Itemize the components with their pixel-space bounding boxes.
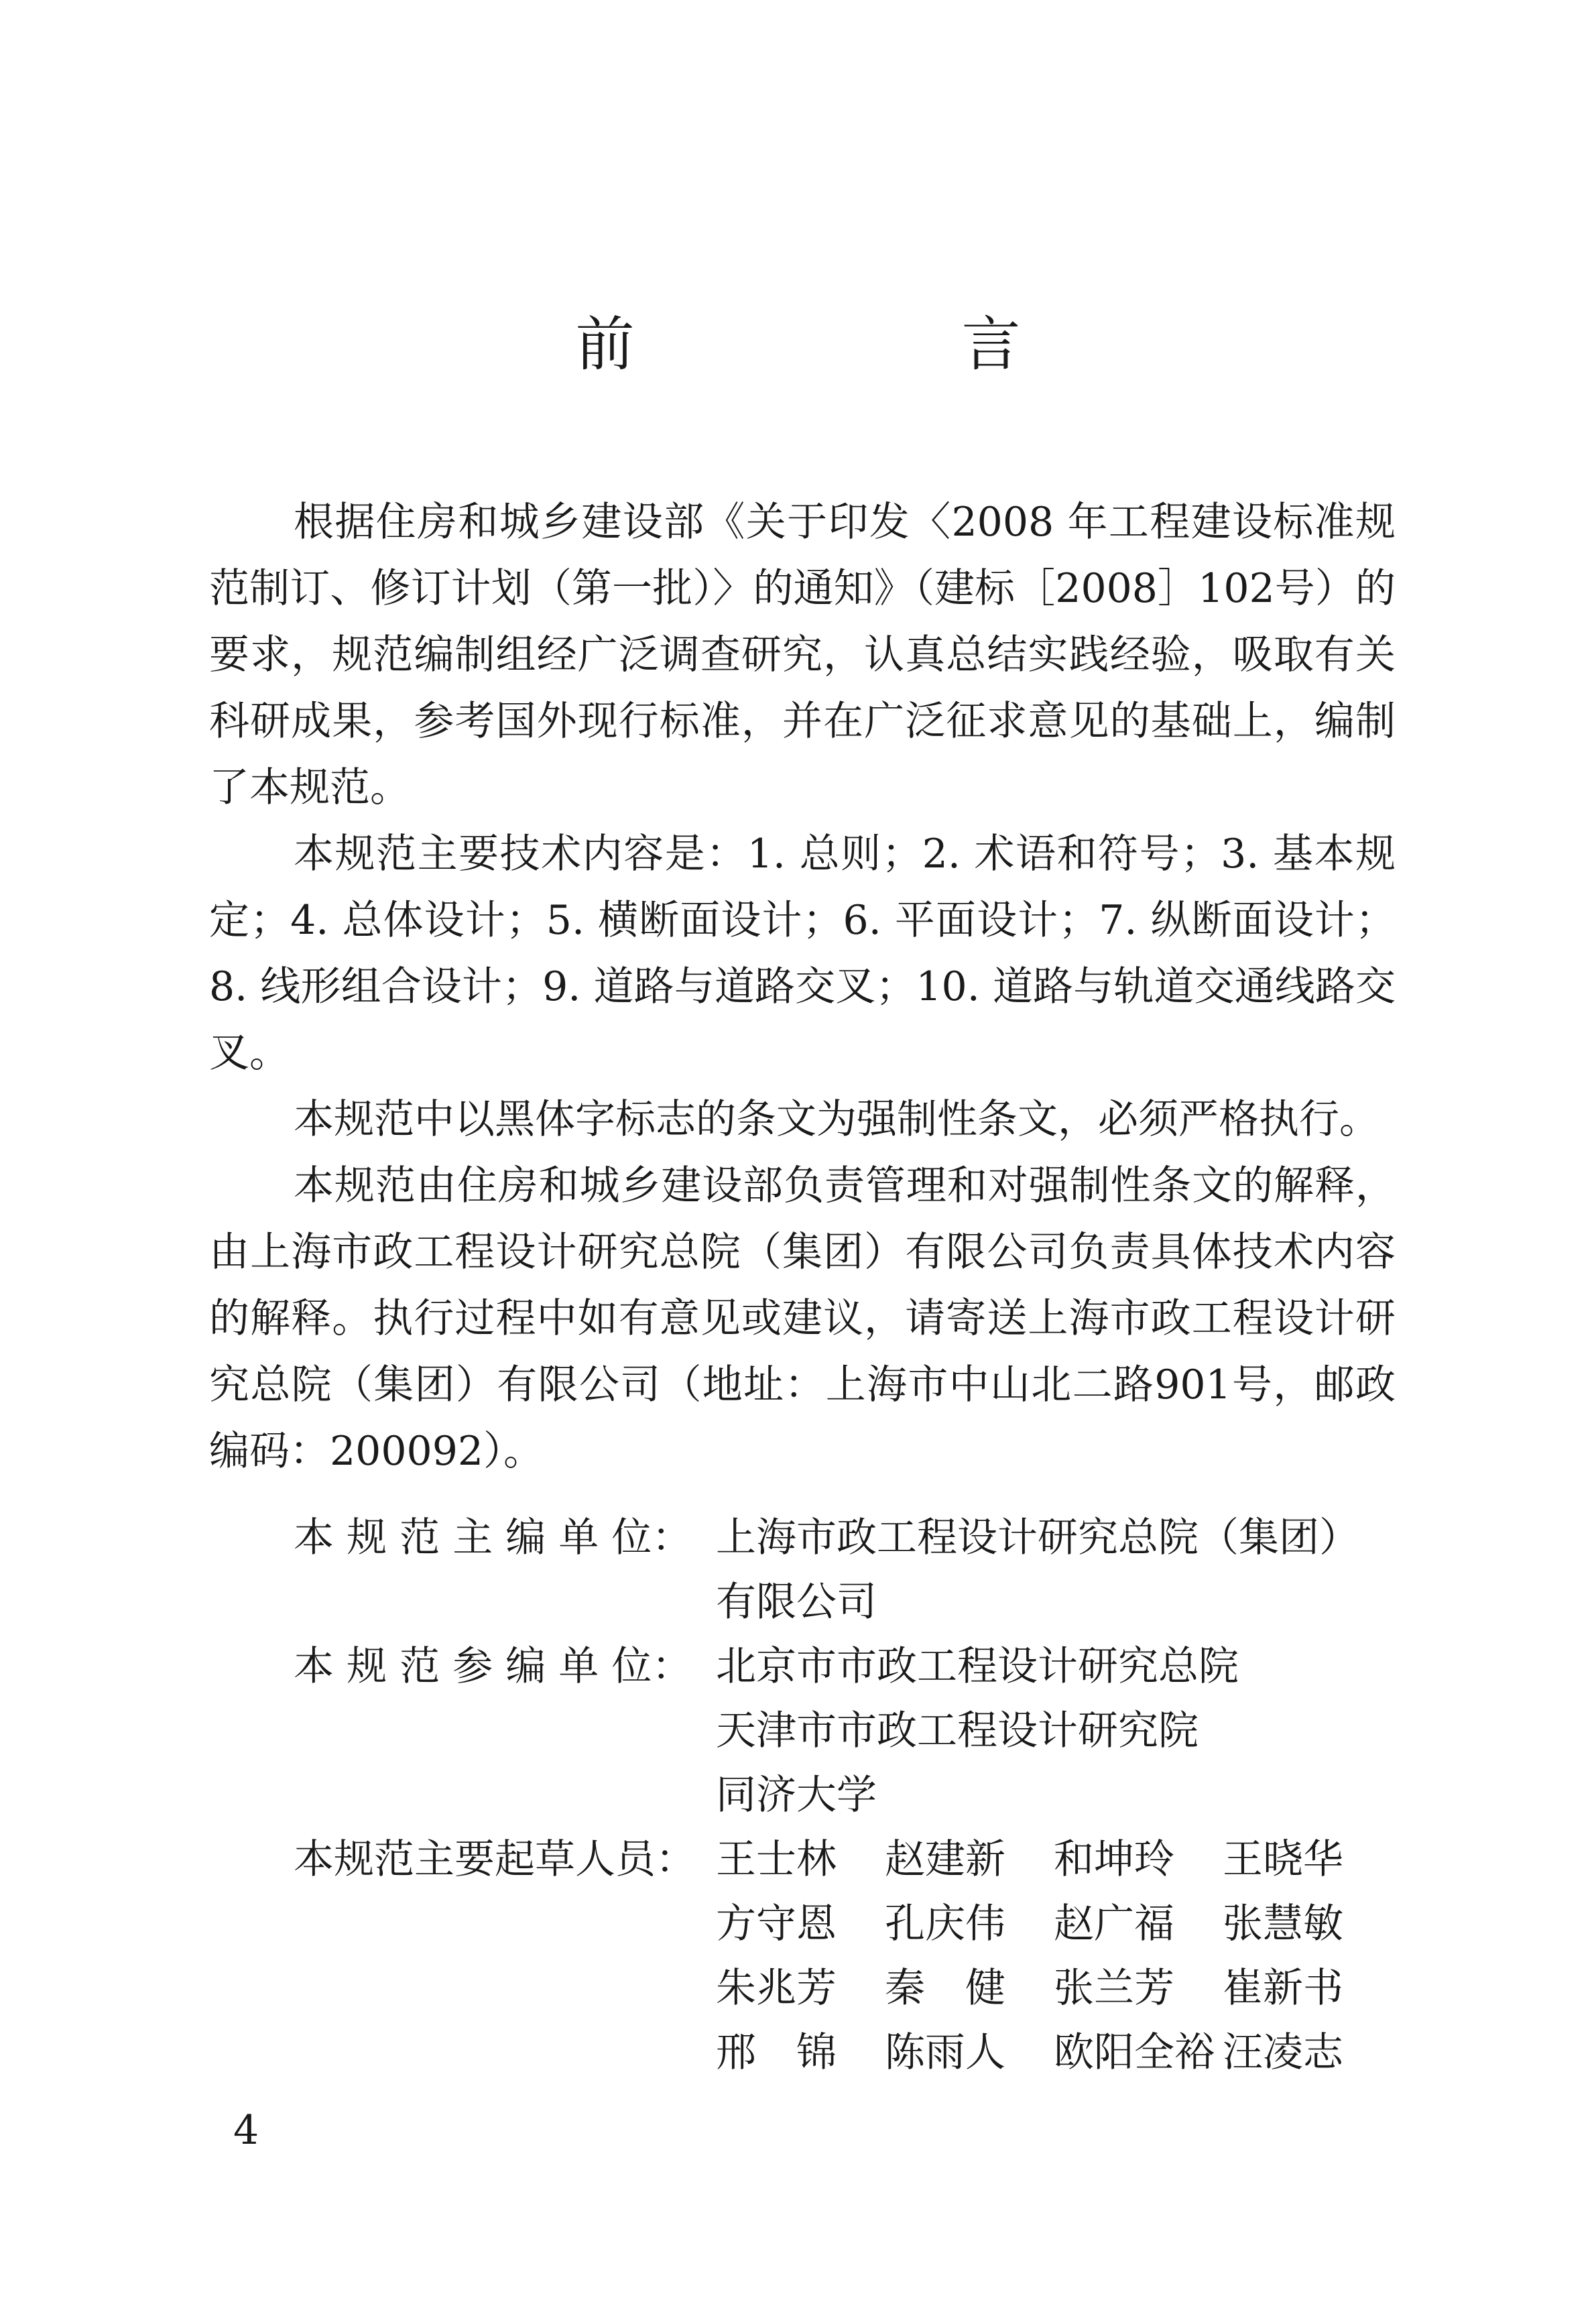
- drafter-name: 孔庆伟: [885, 1900, 1005, 1947]
- page-title: 前 言: [575, 310, 1155, 379]
- drafter-name: 汪凌志: [1223, 2029, 1343, 2076]
- drafter-name: 崔新书: [1223, 1965, 1343, 2012]
- chief-unit-label: 本 规 范 主 编 单 位：: [294, 1514, 692, 1561]
- participant-unit: 天津市市政工程设计研究院: [716, 1707, 1199, 1754]
- drafter-name: 王士林: [716, 1836, 837, 1883]
- chief-unit: 有限公司: [716, 1579, 877, 1626]
- participant-unit: 同济大学: [716, 1772, 877, 1819]
- paragraph-mandatory: 本规范中以黑体字标志的条文为强制性条文，必须严格执行。: [294, 1096, 1379, 1143]
- drafter-name: 方守恩: [716, 1900, 837, 1947]
- credits-block: [294, 1506, 1392, 2085]
- paragraph-basis: 根据住房和城乡建设部《关于印发〈2008 年工程建设标准规范制订、修订计划（第一批）〉的通知》（建标［2008］102号）的要求，规范编制组经广泛调查研究，认真总结实践经验，吸取有关科研成果，参考国外现行标准，并在广泛征求意见的基础上，编制了本规范。: [209, 499, 1396, 811]
- drafters-row: [294, 1827, 1392, 2085]
- drafter-name: 朱兆芳: [716, 1965, 837, 2012]
- drafter-name: 和坤玲: [1054, 1836, 1174, 1883]
- drafter-name: 赵建新: [885, 1836, 1005, 1883]
- chief-unit-list: [716, 1506, 1359, 1634]
- page-number: 4: [233, 2107, 259, 2154]
- drafter-name: 秦 健: [885, 1965, 1005, 2012]
- drafter-name: 邢 锦: [716, 2029, 837, 2076]
- paragraph-contents: 本规范主要技术内容是：1. 总则；2. 术语和符号；3. 基本规定；4. 总体设计；5. 横断面设计；6. 平面设计；7. 纵断面设计；8. 线形组合设计；9. 道路与道路交叉；10. 道路与轨道交通线路交叉。: [209, 831, 1396, 1077]
- drafter-name: 王晓华: [1223, 1836, 1343, 1883]
- drafter-name: 陈雨人: [885, 2029, 1005, 2076]
- drafters-grid: [716, 1827, 1392, 2085]
- paragraph-management: 本规范由住房和城乡建设部负责管理和对强制性条文的解释，由上海市政工程设计研究总院（集团）有限公司负责具体技术内容的解释。执行过程中如有意见或建议，请寄送上海市政工程设计研究总院（集团）有限公司（地址：上海市中山北二路901号，邮政编码：200092）。: [209, 1162, 1396, 1475]
- participant-unit-list: [716, 1634, 1239, 1827]
- preface-body: [209, 489, 1396, 1485]
- participant-unit-row: [294, 1634, 1392, 1827]
- participant-unit-label: 本 规 范 参 编 单 位：: [294, 1643, 692, 1690]
- drafters-label: 本规范主要起草人员：: [294, 1836, 696, 1883]
- drafter-name: 张慧敏: [1223, 1900, 1343, 1947]
- chief-unit-row: [294, 1506, 1392, 1634]
- drafter-name: 欧阳全裕: [1054, 2029, 1215, 2076]
- chief-unit: 上海市政工程设计研究总院（集团）: [716, 1514, 1359, 1561]
- drafter-name: 赵广福: [1054, 1900, 1174, 1947]
- participant-unit: 北京市市政工程设计研究总院: [716, 1643, 1239, 1690]
- drafter-name: 张兰芳: [1054, 1965, 1174, 2012]
